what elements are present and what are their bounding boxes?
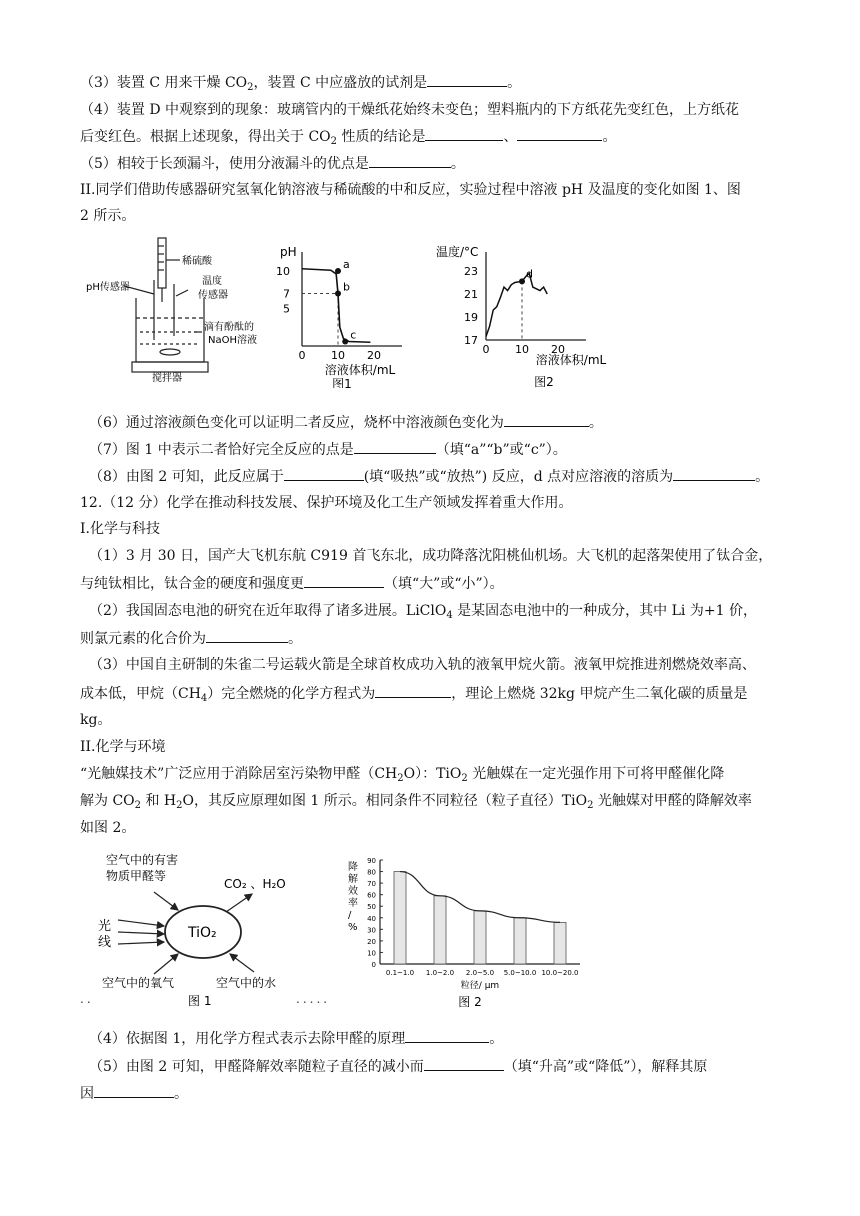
- y-tick-label: 17: [464, 334, 478, 347]
- x-tick-label: 1.0~2.0: [425, 969, 455, 977]
- question-5b-line-1: （5）由图 2 可知，甲醛降解效率随粒子直径的减小而 （填“升高”或“降低”），解释其原: [89, 1059, 708, 1075]
- y-tick-label: 21: [464, 288, 478, 301]
- stirrer-label: 搅拌器: [152, 373, 182, 382]
- answer-blank[interactable]: [424, 1057, 504, 1071]
- y-axis-label-char: 降: [348, 862, 358, 873]
- stir-bar: [160, 349, 180, 355]
- light-label-1: 光: [98, 919, 112, 934]
- x-axis-label: 溶液体积/mL: [324, 363, 396, 377]
- answer-blank[interactable]: [354, 440, 436, 454]
- answer-blank[interactable]: [504, 413, 589, 427]
- question-5b-line-2: 因 。: [80, 1086, 188, 1102]
- question-8: （8）由图 2 可知，此反应属于 (填“吸热”或“放热”) 反应，d 点对应溶液的溶质为 。: [89, 469, 770, 485]
- y-tick-label: 10: [367, 949, 376, 958]
- question-5: （5）相较于长颈漏斗，使用分液漏斗的优点是 。: [80, 156, 465, 172]
- light-arrow-1: [118, 920, 164, 926]
- harmful-label-1: 空气中的有害: [106, 853, 179, 867]
- y-tick-label: 40: [367, 914, 376, 923]
- y-tick-label: 50: [367, 903, 376, 912]
- x-tick-label: 10: [331, 349, 345, 362]
- section-ii-title: II.化学与环境: [80, 739, 166, 755]
- y-tick-label: 70: [367, 880, 376, 889]
- temperature-curve: [486, 273, 547, 336]
- answer-blank[interactable]: [673, 467, 755, 481]
- water-label: 空气中的水: [216, 976, 277, 990]
- x-tick-label: 10.0~20.0: [541, 969, 579, 977]
- x-axis-label: 溶液体积/mL: [535, 353, 607, 367]
- x-tick-label: 0: [298, 349, 306, 362]
- point-a: [335, 268, 341, 274]
- answer-blank[interactable]: [517, 127, 602, 141]
- y-axis-label: 温度/°C: [436, 245, 479, 259]
- harmful-label-2: 物质甲醛等: [106, 869, 167, 883]
- ph-sensor-label: pH传感器: [86, 282, 130, 293]
- q12-3-line-1: （3）中国自主研制的朱雀二号运载火箭是全球首枚成功入轨的液氧甲烷火箭。液氧甲烷推进剂燃烧效率高、: [89, 657, 756, 673]
- y-tick-label: 20: [367, 937, 376, 946]
- y-tick-label: 90: [367, 857, 376, 865]
- y-tick-label: 30: [367, 926, 376, 935]
- q12-2-line-2: 则氯元素的化合价为 。: [80, 631, 302, 647]
- y-axis-label-char: /: [348, 910, 352, 921]
- q12-3-line-2: 成本低，甲烷$(CH_4)$完全燃烧的化学方程式为 ，理论上燃烧 32kg 甲烷产生二氧化碳的质量是: [80, 686, 748, 704]
- answer-blank[interactable]: [284, 467, 364, 481]
- x-tick-label: 10: [515, 343, 529, 356]
- section-i-title: I.化学与科技: [80, 521, 160, 537]
- chart-title: 图 2: [458, 995, 482, 1009]
- bar: [434, 896, 446, 964]
- acid-label: 稀硫酸: [182, 256, 212, 267]
- answer-blank[interactable]: [375, 684, 451, 698]
- y-tick-label: 0: [371, 961, 376, 969]
- layout-dots: ..: [80, 992, 94, 1006]
- y-tick-label: 60: [367, 891, 376, 900]
- ph-chart: [276, 238, 426, 388]
- y-tick-label: 80: [367, 868, 376, 877]
- y-axis-label-char: %: [348, 922, 358, 933]
- chart-title: 图2: [534, 375, 554, 388]
- question-4-line-1: （4）装置 D 中观察到的现象：玻璃管内的干燥纸花始终未变色；塑料瓶内的下方纸花先变红色，上方纸花: [80, 102, 740, 118]
- x-tick-label: 20: [367, 349, 381, 362]
- y-tick-label: 5: [283, 302, 290, 316]
- solution-label-2: NaOH溶液: [208, 335, 257, 346]
- part-ii-line-1: II.同学们借助传感器研究氢氧化钠溶液与稀硫酸的中和反应，实验过程中溶液 pH 及温度的变化如图 1、图: [80, 182, 741, 198]
- bar: [514, 918, 526, 964]
- degradation-bar-chart: [340, 850, 600, 1010]
- point-d: [519, 278, 525, 284]
- bar: [474, 911, 486, 964]
- question-7: （7）图 1 中表示二者恰好完全反应的点是 （填“a”“b”或“c”）。: [89, 442, 567, 458]
- y-axis-label-char: 率: [348, 898, 358, 909]
- answer-blank[interactable]: [427, 73, 507, 87]
- light-label-2: 线: [98, 935, 112, 950]
- layout-dots: .....: [296, 992, 331, 1006]
- question-6: （6）通过溶液颜色变化可以证明二者反应，烧杯中溶液颜色变化为 。: [89, 415, 603, 431]
- bar: [554, 922, 566, 964]
- answer-blank[interactable]: [405, 1029, 489, 1043]
- stirrer-base: [132, 362, 208, 372]
- part-ii-line-2: 2 所示。: [80, 208, 136, 224]
- q12-1-line-1: （1）3 月 30 日，国产大飞机东航 C919 首飞东北，成功降落沈阳桃仙机场。大飞机的起落架使用了钛合金，: [89, 548, 773, 564]
- paragraph-line-1: “光触媒技术”广泛应用于消除居室污染物甲醛$(CH_2O)$：TiO$_2$ 光触媒在一定光强作用下可将甲醛催化降: [80, 766, 725, 784]
- question-3: （3）装置 C 用来干燥 $CO_2$，装置 C 中应盛放的试剂是 。: [80, 75, 522, 93]
- light-arrow-2: [118, 932, 164, 934]
- y-tick-label: 7: [283, 287, 290, 301]
- point-c: [342, 339, 348, 345]
- answer-blank[interactable]: [94, 1084, 174, 1098]
- beaker: [136, 298, 204, 362]
- answer-blank[interactable]: [425, 127, 503, 141]
- y-axis-label-char: 解: [348, 874, 358, 885]
- apparatus-figure: [84, 232, 274, 382]
- y-tick-label: 23: [464, 265, 478, 278]
- paragraph-line-3: 如图 2。: [80, 820, 136, 836]
- point-label-c: c: [350, 328, 357, 342]
- catalyst-label: TiO₂: [188, 925, 217, 941]
- point-label-d: d: [526, 267, 533, 281]
- point-b: [335, 291, 341, 297]
- water-arrow: [230, 954, 254, 972]
- x-tick-label: 0: [482, 343, 490, 356]
- q12-2-line-1: （2）我国固态电池的研究在近年取得了诸多进展。LiClO$_4$ 是某固态电池中的一种成分，其中 Li 为+1 价，: [89, 603, 757, 621]
- temp-sensor-label-1: 温度: [202, 276, 222, 287]
- oxygen-label: 空气中的氧气: [102, 976, 175, 990]
- question-12-title: 12.（12 分）化学在推动科技发展、保护环境及化工生产领域发挥着重大作用。: [80, 495, 573, 511]
- x-tick-label: 2.0~5.0: [465, 969, 495, 977]
- answer-blank[interactable]: [304, 574, 384, 588]
- solution-label-1: 滴有酚酞的: [204, 322, 254, 333]
- tio2-diagram: [84, 852, 314, 1010]
- q12-1-line-2: 与纯钛相比，钛合金的硬度和强度更 （填“大”或“小”）。: [80, 576, 504, 592]
- figure-1-caption: 图 1: [188, 994, 212, 1008]
- answer-blank[interactable]: [369, 154, 451, 168]
- y-tick-label: 19: [464, 311, 478, 324]
- temperature-chart: [430, 238, 640, 388]
- products-arrow: [226, 894, 252, 912]
- paragraph-line-2: 解为 $CO_2$ 和 $H_2O$，其反应原理如图 1 所示。相同条件不同粒径（粒子直径）TiO$_2$ 光触媒对甲醛的降解效率: [80, 793, 752, 811]
- products-label: CO₂ 、H₂O: [224, 877, 286, 891]
- q12-3-line-3: kg。: [80, 712, 112, 728]
- question-4-line-2: 后变红色。根据上述现象，得出关于 $CO_2$ 性质的结论是 、 。: [80, 129, 617, 147]
- y-tick-label: 10: [276, 265, 290, 278]
- harmful-arrow: [154, 892, 178, 910]
- x-axis-label: 粒径/ μm: [460, 981, 500, 991]
- light-arrow-3: [118, 942, 164, 944]
- y-axis-label-char: 效: [348, 886, 358, 897]
- point-label-a: a: [343, 258, 350, 271]
- x-tick-label: 20: [551, 343, 565, 356]
- oxygen-arrow: [154, 954, 178, 974]
- x-tick-label: 5.0~10.0: [503, 969, 537, 977]
- ph-curve: [302, 269, 370, 343]
- chart-title: 图1: [332, 377, 352, 388]
- question-4b: （4）依据图 1，用化学方程式表示去除甲醛的原理 。: [89, 1031, 504, 1047]
- bar: [394, 872, 406, 964]
- answer-blank[interactable]: [206, 629, 288, 643]
- temp-sensor-label-2: 传感器: [198, 290, 228, 301]
- x-tick-label: 0.1~1.0: [385, 969, 415, 977]
- y-axis-label: pH: [280, 245, 297, 259]
- point-label-b: b: [343, 280, 350, 294]
